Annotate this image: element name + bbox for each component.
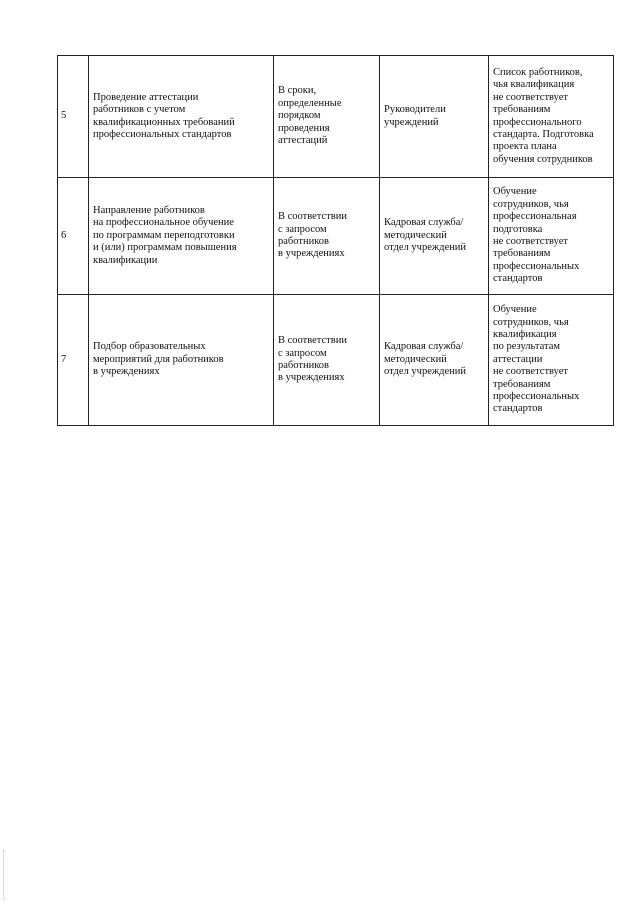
table-row bbox=[58, 56, 614, 178]
deadline-cell: В соответствии с запросом работников в учреждениях bbox=[274, 178, 380, 295]
activity-cell: Подбор образовательных мероприятий для работников в учреждениях bbox=[89, 295, 274, 426]
deadline-cell: В соответствии с запросом работников в учреждениях bbox=[274, 295, 380, 426]
table-row bbox=[58, 178, 614, 295]
result-cell: Обучение сотрудников, чья квалификация по результатам аттестации не соответствует требованиям профессиональных стандартов bbox=[489, 295, 614, 426]
responsible-cell: Руководители учреждений bbox=[380, 56, 489, 178]
deadline-cell: В сроки, определенные порядком проведения аттестаций bbox=[274, 56, 380, 178]
row-number: 6 bbox=[58, 178, 89, 295]
responsible-cell: Кадровая служба/ методический отдел учреждений bbox=[380, 178, 489, 295]
responsible-cell: Кадровая служба/ методический отдел учреждений bbox=[380, 295, 489, 426]
activity-cell: Направление работников на профессиональное обучение по программам переподготовки и (или) программам повышения квалификации bbox=[89, 178, 274, 295]
result-cell: Список работников, чья квалификация не соответствует требованиям профессионального стандарта. Подготовка проекта плана обучения сотрудников bbox=[489, 56, 614, 178]
action-plan-table bbox=[57, 55, 614, 426]
table-row bbox=[58, 295, 614, 426]
row-number: 7 bbox=[58, 295, 89, 426]
scan-edge-mark bbox=[3, 850, 7, 900]
result-cell: Обучение сотрудников, чья профессиональная подготовка не соответствует требованиям профессиональных стандартов bbox=[489, 178, 614, 295]
row-number: 5 bbox=[58, 56, 89, 178]
activity-cell: Проведение аттестации работников с учетом квалификационных требований профессиональных стандартов bbox=[89, 56, 274, 178]
